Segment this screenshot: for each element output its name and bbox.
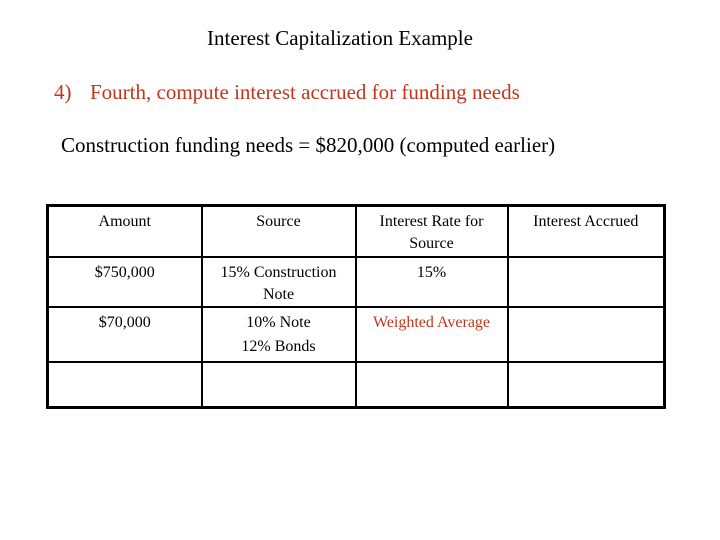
table-row [48,307,665,362]
cell-source: 15% Construction Note [202,257,356,307]
cell-rate [356,362,508,408]
header-amount: Amount [48,206,202,257]
cell-rate: Weighted Average [356,307,508,362]
cell-source [202,307,356,362]
table-header-row [48,206,665,257]
source-line-1: 10% Note [246,313,311,331]
cell-amount [48,362,202,408]
cell-accrued [508,362,665,408]
step-text: Fourth, compute interest accrued for funding needs [90,80,520,104]
header-source: Source [202,206,356,257]
step-number: 4) [54,80,72,104]
page-title: Interest Capitalization Example [207,26,473,50]
funding-needs-line: Construction funding needs = $820,000 (computed earlier) [61,133,556,157]
cell-amount: $70,000 [48,307,202,362]
header-rate: Interest Rate for Source [356,206,508,257]
header-accrued: Interest Accrued [508,206,665,257]
table-row [48,257,665,307]
cell-accrued [508,257,665,307]
step-heading [54,78,520,106]
source-line-2: 12% Bonds [241,337,316,355]
interest-table [46,204,666,409]
cell-amount: $750,000 [48,257,202,307]
cell-rate: 15% [356,257,508,307]
cell-source [202,362,356,408]
cell-accrued [508,307,665,362]
table-row [48,362,665,408]
